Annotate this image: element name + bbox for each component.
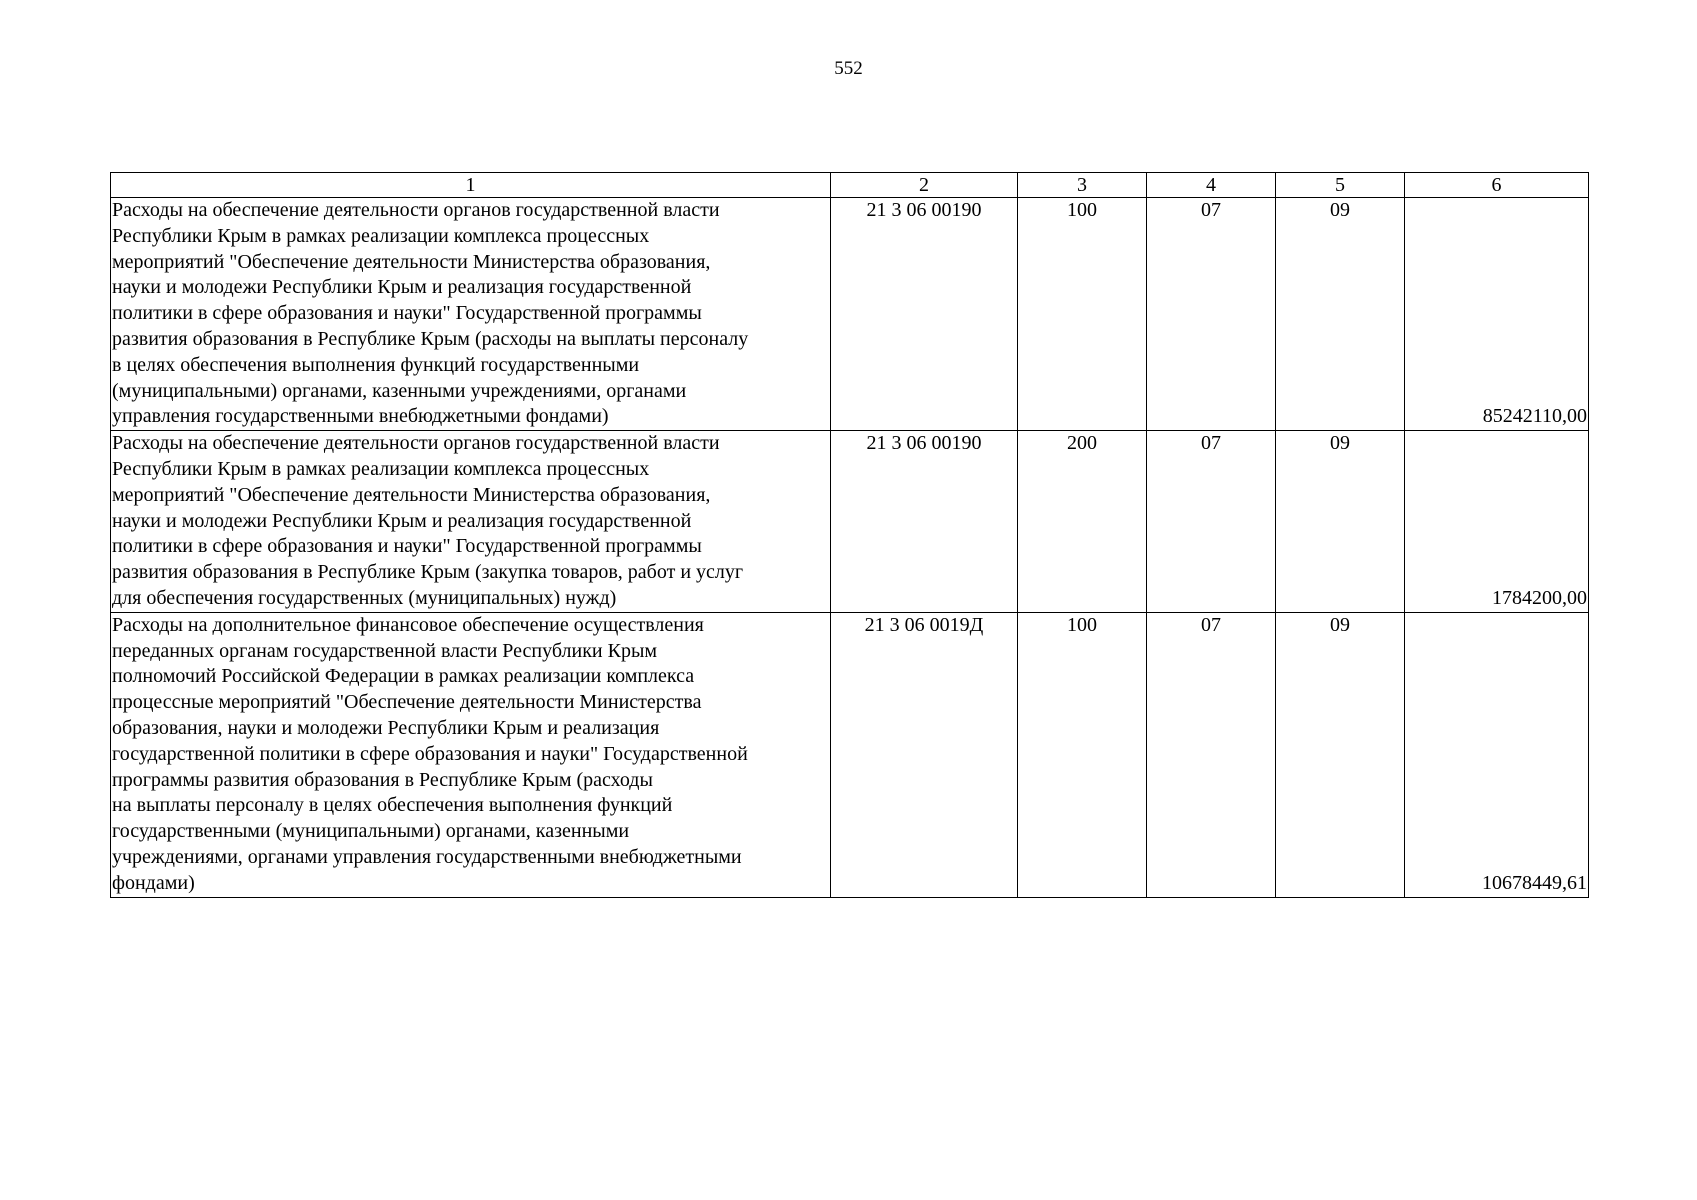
- column-header: 4: [1147, 173, 1276, 198]
- table-row: [111, 198, 1589, 431]
- subsection: 09: [1276, 198, 1405, 431]
- amount: 85242110,00: [1405, 198, 1589, 431]
- expense-type: 200: [1018, 431, 1147, 613]
- target-code: 21 3 06 00190: [831, 431, 1018, 613]
- expense-description-text: Расходы на дополнительное финансовое обеспечение осуществления переданных органам государственной власти Республики Крым полномочий Российской Федерации в рамках реализации комплекса процессные мероприятий "Обеспечение деятельности Министерства образования, науки и молодежи Республики Крым и реализация государственной политики в сфере образования и науки" Государственной программы развития образования в Республике Крым (расходы на выплаты персоналу в целях обеспечения выполнения функций государственными (муниципальными) органами, казенными учреждениями, органами управления государственными внебюджетными фондами): [112, 613, 748, 894]
- expense-description: [111, 431, 831, 613]
- page-number: 552: [834, 58, 863, 79]
- column-header: 5: [1276, 173, 1405, 198]
- table-row: [111, 431, 1589, 613]
- column-header: 3: [1018, 173, 1147, 198]
- expense-description: [111, 612, 831, 897]
- budget-table: [110, 172, 1589, 898]
- table-row: [111, 612, 1589, 897]
- amount: 10678449,61: [1405, 612, 1589, 897]
- expense-description-text: Расходы на обеспечение деятельности органов государственной власти Республики Крым в рамках реализации комплекса процессных мероприятий "Обеспечение деятельности Министерства образования, науки и молодежи Республики Крым и реализация государственной политики в сфере образования и науки" Государственной программы развития образования в Республике Крым (расходы на выплаты персоналу в целях обеспечения выполнения функций государственными (муниципальными) органами, казенными учреждениями, органами управления государственными внебюджетными фондами): [112, 199, 749, 428]
- expense-description: [111, 198, 831, 431]
- subsection: 09: [1276, 612, 1405, 897]
- section: 07: [1147, 431, 1276, 613]
- expense-type: 100: [1018, 198, 1147, 431]
- target-code: 21 3 06 0019Д: [831, 612, 1018, 897]
- column-header: 1: [111, 173, 831, 198]
- expense-type: 100: [1018, 612, 1147, 897]
- subsection: 09: [1276, 431, 1405, 613]
- target-code: 21 3 06 00190: [831, 198, 1018, 431]
- section: 07: [1147, 198, 1276, 431]
- column-header: 6: [1405, 173, 1589, 198]
- column-header: 2: [831, 173, 1018, 198]
- table-header-row: [111, 173, 1589, 198]
- expense-description-text: Расходы на обеспечение деятельности органов государственной власти Республики Крым в рамках реализации комплекса процессных мероприятий "Обеспечение деятельности Министерства образования, науки и молодежи Республики Крым и реализация государственной политики в сфере образования и науки" Государственной программы развития образования в Республике Крым (закупка товаров, работ и услуг для обеспечения государственных (муниципальных) нужд): [112, 432, 744, 609]
- section: 07: [1147, 612, 1276, 897]
- amount: 1784200,00: [1405, 431, 1589, 613]
